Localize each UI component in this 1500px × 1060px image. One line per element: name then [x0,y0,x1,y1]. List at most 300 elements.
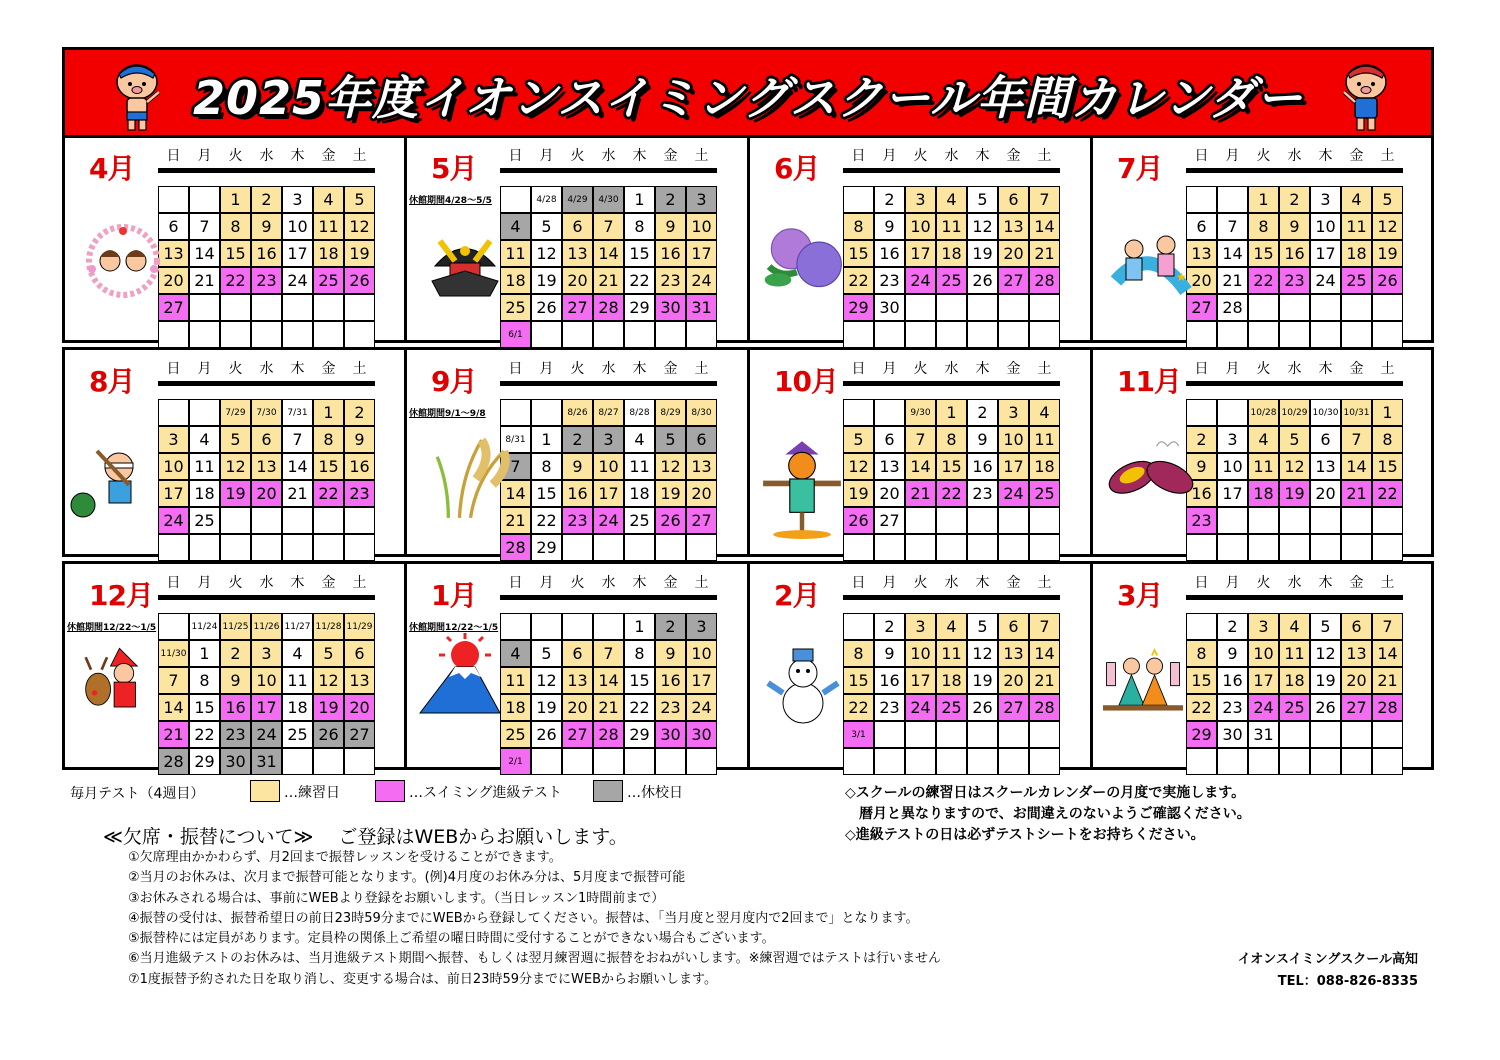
weekday-header [158,145,375,175]
day-cell [1372,534,1403,561]
day-cell: 20 [1310,480,1341,507]
day-cell: 7 [905,426,936,453]
day-cell [531,321,562,348]
absence-note: ③お休みされる場合は、事前にWEBより登録をお願いします。（当日レッスン1時間前まで） [128,890,665,906]
legend-practice-swatch [250,780,280,802]
day-cell: 16 [220,694,251,721]
day-cell [1279,534,1310,561]
weekday-label: 日 [851,575,866,591]
weekday-label: 月 [197,575,212,591]
weekday-label: 日 [1194,148,1209,164]
day-cell: 13 [251,453,282,480]
weekday-label: 日 [851,361,866,377]
day-cell [1310,507,1341,534]
day-cell: 27 [998,694,1029,721]
day-cell: 11 [500,240,531,267]
day-cell [686,748,717,775]
weekday-label: 木 [1318,148,1333,164]
day-cell: 10/28 [1248,399,1279,426]
day-cell: 15 [313,453,344,480]
day-cell: 10 [593,453,624,480]
day-cell: 3 [686,613,717,640]
day-cell: 26 [967,694,998,721]
day-cell: 9 [874,213,905,240]
day-cell: 23 [874,267,905,294]
day-cell: 23 [251,267,282,294]
day-cell [686,321,717,348]
day-cell: 8 [220,213,251,240]
weekday-label: 金 [321,361,336,377]
day-cell: 1 [624,613,655,640]
day-cell: 12 [531,667,562,694]
day-cell [344,321,375,348]
day-cell [282,748,313,775]
day-cell: 8/31 [500,426,531,453]
day-cell: 23 [655,267,686,294]
day-cell: 2 [874,186,905,213]
day-cell: 22 [220,267,251,294]
weekday-label: 木 [1318,575,1333,591]
weekday-label: 火 [1256,361,1271,377]
day-cell: 12 [1279,453,1310,480]
day-cell: 2 [967,399,998,426]
day-cell: 8 [843,213,874,240]
day-cell: 5 [531,213,562,240]
day-cell [998,294,1029,321]
day-cell: 26 [1372,267,1403,294]
day-cell [313,534,344,561]
day-cell: 7 [1372,613,1403,640]
weekday-label: 月 [539,575,554,591]
weekday-label: 土 [1037,148,1052,164]
day-cell: 17 [282,240,313,267]
month-calendar [1093,354,1433,554]
tanabata-icon [1101,221,1201,311]
day-cell: 2 [1279,186,1310,213]
day-cell: 2 [251,186,282,213]
day-cell [1029,294,1060,321]
day-cell: 28 [500,534,531,561]
day-cell: 13 [1341,640,1372,667]
day-cell [1372,294,1403,321]
day-cell [1186,613,1217,640]
day-cell: 30 [655,721,686,748]
day-cell: 4/28 [531,186,562,213]
day-cell: 24 [251,721,282,748]
month-name: 11月 [1117,365,1181,398]
day-cell: 22 [1248,267,1279,294]
day-cell: 27 [158,294,189,321]
day-cell: 14 [500,480,531,507]
day-cell: 1 [531,426,562,453]
day-cell: 12 [967,213,998,240]
weekday-header [500,358,717,388]
day-cell: 3 [593,426,624,453]
day-cell: 15 [936,453,967,480]
day-cell [1279,294,1310,321]
day-cell: 26 [967,267,998,294]
weekday-label: 月 [539,148,554,164]
day-cell [344,507,375,534]
day-cell: 18 [1279,667,1310,694]
day-cell: 1 [936,399,967,426]
day-cell: 11 [936,640,967,667]
day-cell: 16 [655,240,686,267]
day-cell: 19 [1279,480,1310,507]
mount-fuji-sunrise-icon [415,628,505,728]
weekday-label: 土 [1380,361,1395,377]
day-cell [158,613,189,640]
day-cell [1341,721,1372,748]
day-cell: 3 [158,426,189,453]
day-cell: 6/1 [500,321,531,348]
day-cell: 20 [251,480,282,507]
day-cell [1341,321,1372,348]
weekday-label: 土 [694,361,709,377]
day-cell: 4 [1029,399,1060,426]
day-cell [220,321,251,348]
day-cell: 23 [220,721,251,748]
day-cell: 9 [251,213,282,240]
day-cell: 11 [1279,640,1310,667]
day-cell: 12 [220,453,251,480]
day-cell [1217,507,1248,534]
day-cell: 9/30 [905,399,936,426]
day-cell [282,294,313,321]
day-cell [593,748,624,775]
page-title: 2025年度イオンスイミングスクール年間カレンダー [192,71,1304,125]
day-cell [313,321,344,348]
day-cell: 4 [1248,426,1279,453]
weekday-label: 水 [1287,575,1302,591]
day-cell: 29 [189,748,220,775]
day-cell: 11/30 [158,640,189,667]
day-cell: 4 [282,640,313,667]
weekday-label: 木 [632,575,647,591]
weekday-label: 金 [1349,575,1364,591]
day-cell: 26 [1310,694,1341,721]
weekday-underline [158,381,375,386]
weekday-header [1186,358,1403,388]
day-cell: 10 [686,640,717,667]
day-cell: 14 [593,667,624,694]
day-cell: 23 [874,694,905,721]
day-cell: 19 [655,480,686,507]
month-calendar [1093,141,1433,341]
absence-notes [128,848,941,990]
day-cell: 5 [313,640,344,667]
day-cell: 20 [562,267,593,294]
month-calendar [407,354,747,557]
day-cell: 18 [313,240,344,267]
day-cell: 19 [344,240,375,267]
weekday-underline [843,595,1060,600]
day-cell: 11/28 [313,613,344,640]
day-cell: 18 [1248,480,1279,507]
day-cell: 22 [531,507,562,534]
day-cell [1248,507,1279,534]
day-cell: 10 [905,213,936,240]
day-cell: 6 [998,613,1029,640]
day-cell: 10/31 [1341,399,1372,426]
day-cell: 4 [936,186,967,213]
day-cell: 12 [1372,213,1403,240]
day-cell: 3 [251,640,282,667]
day-cell: 27 [686,507,717,534]
day-cell: 10 [1310,213,1341,240]
day-cell: 25 [500,721,531,748]
day-cell [998,321,1029,348]
day-cell: 11 [500,667,531,694]
day-cell: 8 [843,640,874,667]
day-cell [1217,748,1248,775]
day-cell: 7/31 [282,399,313,426]
month-calendar [750,354,1090,554]
day-cell [967,294,998,321]
day-cell [905,721,936,748]
day-cell: 24 [686,267,717,294]
day-cell: 13 [1310,453,1341,480]
day-cell: 12 [843,453,874,480]
day-cell: 7 [593,213,624,240]
school-notes [845,783,1251,846]
closure-period-label: 休館期間12/22～1/5 [409,623,499,633]
day-cell: 8 [531,453,562,480]
day-cell: 25 [936,694,967,721]
day-cell: 17 [251,694,282,721]
day-cell: 28 [1217,294,1248,321]
day-cell: 26 [344,267,375,294]
day-cell [998,507,1029,534]
day-cell [874,721,905,748]
weekday-label: 火 [570,361,585,377]
day-cell: 3 [905,186,936,213]
day-cell: 18 [1341,240,1372,267]
day-cell [936,534,967,561]
day-cell: 9 [655,640,686,667]
weekday-label: 月 [882,148,897,164]
legend-practice-label: …練習日 [284,785,340,801]
month-calendar [750,141,1090,341]
weekday-label: 火 [1256,575,1271,591]
day-cell: 8 [936,426,967,453]
day-cell: 4/30 [593,186,624,213]
day-cell: 2 [562,426,593,453]
weekday-label: 土 [352,575,367,591]
day-cell: 13 [562,240,593,267]
day-cell: 19 [220,480,251,507]
weekday-label: 水 [944,575,959,591]
day-cell [1279,721,1310,748]
weekday-label: 土 [694,575,709,591]
day-cell [1310,534,1341,561]
day-cell: 14 [189,240,220,267]
day-cell: 6 [562,640,593,667]
day-cell: 24 [905,267,936,294]
day-cell: 15 [624,240,655,267]
day-cell: 7 [282,426,313,453]
day-cell [189,399,220,426]
day-cell [189,294,220,321]
day-cell: 7 [1029,186,1060,213]
weekday-header [1186,145,1403,175]
day-cell: 24 [1310,267,1341,294]
day-cell: 2/1 [500,748,531,775]
day-cell: 24 [905,694,936,721]
day-cell [967,534,998,561]
weekday-label: 日 [851,148,866,164]
day-cell: 16 [344,453,375,480]
day-cell: 15 [220,240,251,267]
day-cell: 1 [1372,399,1403,426]
day-cell: 4 [500,213,531,240]
weekday-label: 月 [197,361,212,377]
day-cell [905,748,936,775]
closure-period-label: 休館期間12/22～1/5 [67,623,157,633]
day-cell: 15 [1186,667,1217,694]
day-cell [843,186,874,213]
day-cell: 4 [500,640,531,667]
day-cell: 23 [967,480,998,507]
day-cell [220,534,251,561]
day-cell [158,399,189,426]
weekday-label: 金 [663,148,678,164]
day-cell: 3 [282,186,313,213]
day-cell: 26 [531,721,562,748]
day-cell: 8 [624,640,655,667]
weekday-label: 火 [1256,148,1271,164]
day-cell: 8/26 [562,399,593,426]
day-cell [158,321,189,348]
day-cell [655,748,686,775]
day-cell [1310,321,1341,348]
month-calendar [407,568,747,768]
weekday-underline [158,168,375,173]
weekday-header [843,572,1060,602]
day-cell: 5 [967,613,998,640]
day-cell: 28 [593,721,624,748]
day-cell: 4/29 [562,186,593,213]
day-cell: 24 [282,267,313,294]
weekday-label: 木 [1318,361,1333,377]
day-cell: 9 [967,426,998,453]
day-cell: 16 [1217,667,1248,694]
day-cell: 29 [624,721,655,748]
weekday-label: 水 [601,575,616,591]
day-cell: 19 [1372,240,1403,267]
day-cell: 27 [1186,294,1217,321]
day-cell: 23 [562,507,593,534]
weekday-label: 火 [228,361,243,377]
day-cell: 1 [313,399,344,426]
day-cell: 11 [936,213,967,240]
day-cell [655,534,686,561]
day-cell [874,321,905,348]
absence-note: ②当月のお休みは、次月まで振替可能となります。(例)4月度のお休み分は、5月度まで振替可能 [128,870,686,886]
day-cell: 17 [593,480,624,507]
weekday-label: 日 [166,575,181,591]
day-cell: 10/30 [1310,399,1341,426]
day-cell: 20 [158,267,189,294]
day-cell: 11/29 [344,613,375,640]
weekday-label: 金 [1349,148,1364,164]
day-cell [313,748,344,775]
day-cell: 8 [1186,640,1217,667]
day-cell: 24 [686,694,717,721]
closure-period-label: 休館期間9/1～9/8 [409,409,486,419]
day-cell: 17 [1248,667,1279,694]
weekday-label: 木 [290,148,305,164]
day-cell: 2 [1186,426,1217,453]
day-cell: 18 [500,267,531,294]
day-cell [1341,534,1372,561]
day-cell [1310,294,1341,321]
day-cell [189,534,220,561]
day-cell: 8/30 [686,399,717,426]
day-cell [967,507,998,534]
day-cell: 7 [1217,213,1248,240]
day-cell [344,748,375,775]
day-cell [1217,186,1248,213]
weekday-label: 火 [913,575,928,591]
day-cell: 5 [655,426,686,453]
weekday-label: 土 [352,361,367,377]
day-cell: 7 [500,453,531,480]
day-cell: 9 [655,213,686,240]
legend-test-label: …スイミング進級テスト [409,785,562,801]
day-cell: 10 [998,426,1029,453]
month-name: 2月 [774,579,820,612]
mascot-left-icon [107,58,167,134]
day-cell: 5 [843,426,874,453]
day-cell: 3 [1217,426,1248,453]
day-cell [593,613,624,640]
day-cell: 15 [189,694,220,721]
day-cell: 21 [1372,667,1403,694]
weekday-label: 火 [913,361,928,377]
day-cell [624,748,655,775]
day-cell [1217,534,1248,561]
day-cell [998,534,1029,561]
month-name: 6月 [774,152,820,185]
day-cell: 11 [624,453,655,480]
weekday-label: 木 [975,575,990,591]
day-cell: 16 [562,480,593,507]
day-cell: 15 [531,480,562,507]
day-cell [936,748,967,775]
day-cell: 15 [1248,240,1279,267]
day-cell [936,294,967,321]
day-cell: 24 [1248,694,1279,721]
day-cell: 10 [686,213,717,240]
day-cell: 11/25 [220,613,251,640]
weekday-label: 日 [508,575,523,591]
day-cell: 21 [500,507,531,534]
weekday-label: 日 [508,361,523,377]
month-calendar [1093,568,1433,768]
weekday-label: 金 [1349,361,1364,377]
day-cell: 12 [1310,640,1341,667]
day-cell: 5 [220,426,251,453]
absence-note: ④振替の受付は、振替希望日の前日23時59分までにWEBから登録してください。振替は、「当月度と翌月度内で2回まで」となります。 [128,910,919,926]
day-cell [220,294,251,321]
day-cell: 19 [843,480,874,507]
day-cell [624,534,655,561]
day-cell: 6 [562,213,593,240]
day-cell: 22 [936,480,967,507]
day-cell: 17 [1310,240,1341,267]
day-cell [313,507,344,534]
